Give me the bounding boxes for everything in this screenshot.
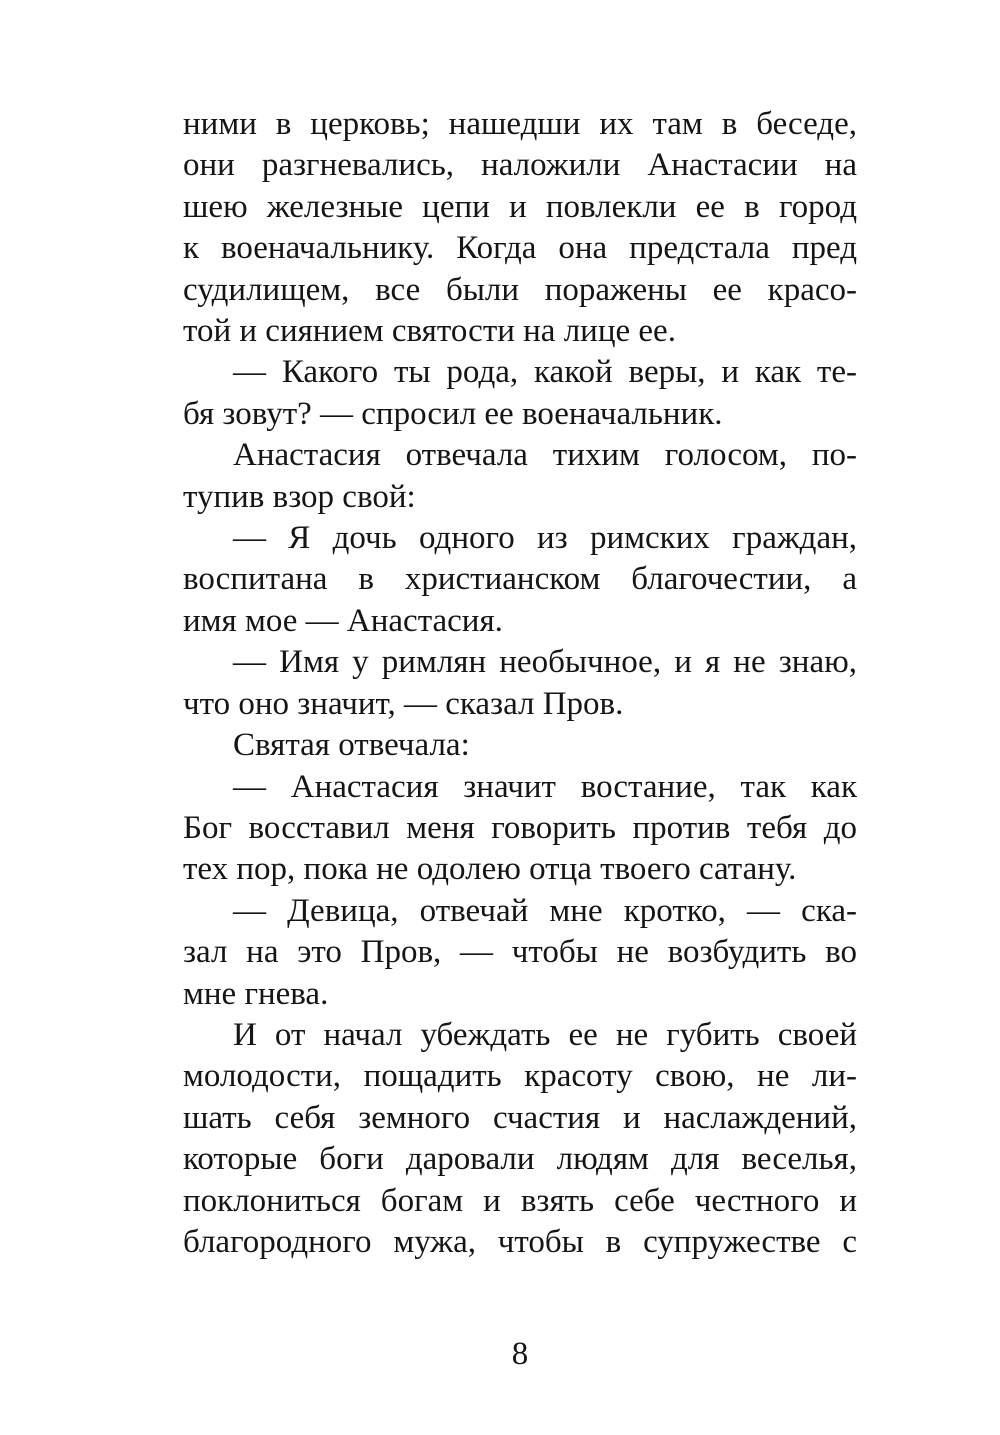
text-line: Анастасия отвечала тихим голосом, по-: [233, 437, 857, 474]
text-line: бя зовут? — спросил ее военачальник.: [183, 395, 723, 432]
text-line: тех пор, пока не одолею отца твоего сатану.: [183, 851, 797, 888]
text-line: молодости, пощадить красоту свою, не ли-: [183, 1058, 857, 1095]
text-line: той и сиянием святости на лице ее.: [183, 313, 676, 350]
text-line: — Анастасия значит востание, так как: [233, 768, 857, 805]
text-line: которые боги даровали людям для веселья,: [183, 1141, 857, 1178]
text-line: воспитана в христианском благочестии, а: [183, 561, 857, 598]
page-number: 8: [511, 1336, 529, 1372]
text-line: тупив взор свой:: [183, 478, 416, 515]
text-line: — Имя у римлян необычное, и я не знаю,: [233, 644, 857, 681]
text-line: имя мое — Анастасия.: [183, 602, 503, 639]
text-line: — Девица, отвечай мне кротко, — ска-: [233, 892, 857, 929]
text-line: что оно значит, — сказал Пров.: [183, 685, 624, 722]
text-line: поклониться богам и взять себе честного и: [183, 1182, 857, 1219]
text-line: И от начал убеждать ее не губить своей: [233, 1016, 857, 1053]
text-line: — Я дочь одного из римских граждан,: [233, 520, 857, 557]
text-line: мне гнева.: [183, 975, 329, 1012]
text-line: Святая отвечала:: [233, 727, 470, 764]
text-line: судилищем, все были поражены ее красо-: [183, 271, 857, 308]
text-line: — Какого ты рода, какой веры, и как те-: [233, 354, 857, 391]
text-line: шать себя земного счастия и наслаждений,: [183, 1099, 857, 1136]
text-line: ними в церковь; нашедши их там в беседе,: [183, 106, 857, 142]
text-line: зал на это Пров, — чтобы не возбудить во: [183, 934, 857, 971]
text-line: Бог восставил меня говорить против тебя до: [183, 809, 857, 846]
text-line: шею железные цепи и повлекли ее в город: [183, 188, 857, 225]
page-text: [183, 104, 857, 1263]
text-line: они разгневались, наложили Анастасии на: [183, 147, 857, 184]
text-line: благородного мужа, чтобы в супружестве с: [183, 1223, 857, 1260]
text-line: к военачальнику. Когда она предстала пред: [183, 230, 857, 267]
